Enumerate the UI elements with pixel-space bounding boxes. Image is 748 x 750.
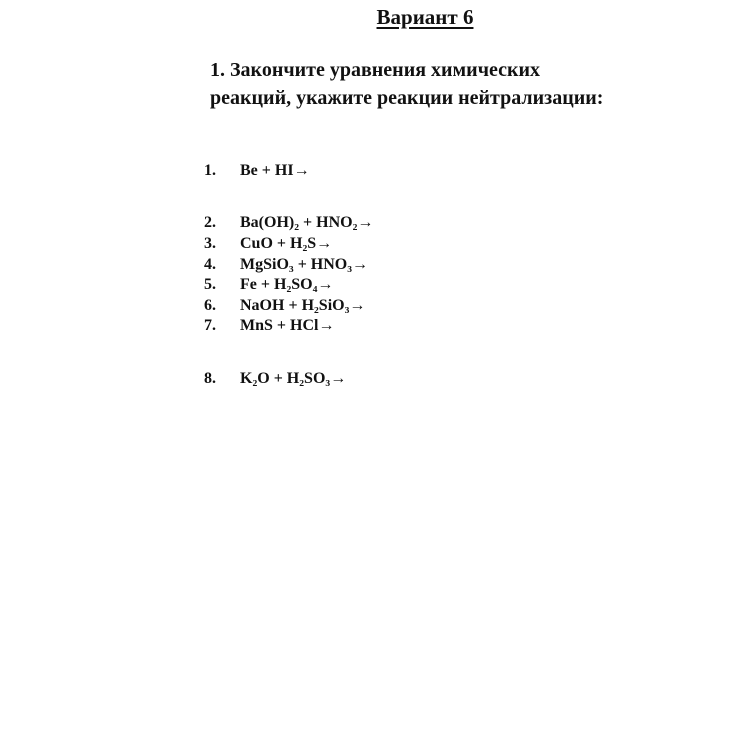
equation-text: Ba(OH)₂ + HNO₂→ (240, 214, 374, 231)
equation-number: 4. (204, 256, 216, 273)
equation-4 (204, 255, 368, 275)
equation-text: MgSiO₃ + HNO₃→ (240, 256, 369, 273)
equation-5 (204, 275, 333, 295)
equation-text: MnS + HCl→ (240, 317, 335, 334)
task-instruction (210, 56, 730, 112)
equation-text: K₂O + H₂SO₃→ (240, 370, 347, 387)
equation-text: Fe + H₂SO₄→ (240, 276, 334, 293)
equation-number: 5. (204, 276, 216, 293)
task-line-2: реакций, укажите реакции нейтрализации: (210, 87, 604, 109)
equation-number: 7. (204, 317, 216, 334)
task-line-1: 1. Закончите уравнения химических (210, 59, 541, 81)
equation-number: 2. (204, 214, 216, 231)
equation-number: 8. (204, 370, 216, 387)
equation-2 (204, 213, 373, 233)
equation-1 (204, 161, 310, 181)
equation-text: CuO + H₂S→ (240, 235, 333, 252)
equation-6 (204, 296, 365, 316)
equation-number: 6. (204, 297, 216, 314)
equation-text: NaOH + H₂SiO₃→ (240, 297, 366, 314)
equation-number: 3. (204, 235, 216, 252)
equation-number: 1. (204, 162, 216, 179)
equation-8 (204, 369, 346, 389)
equation-text: Be + HI→ (240, 162, 310, 179)
variant-title: Вариант 6 (376, 5, 474, 29)
equation-7 (204, 316, 334, 336)
equation-3 (204, 234, 332, 254)
